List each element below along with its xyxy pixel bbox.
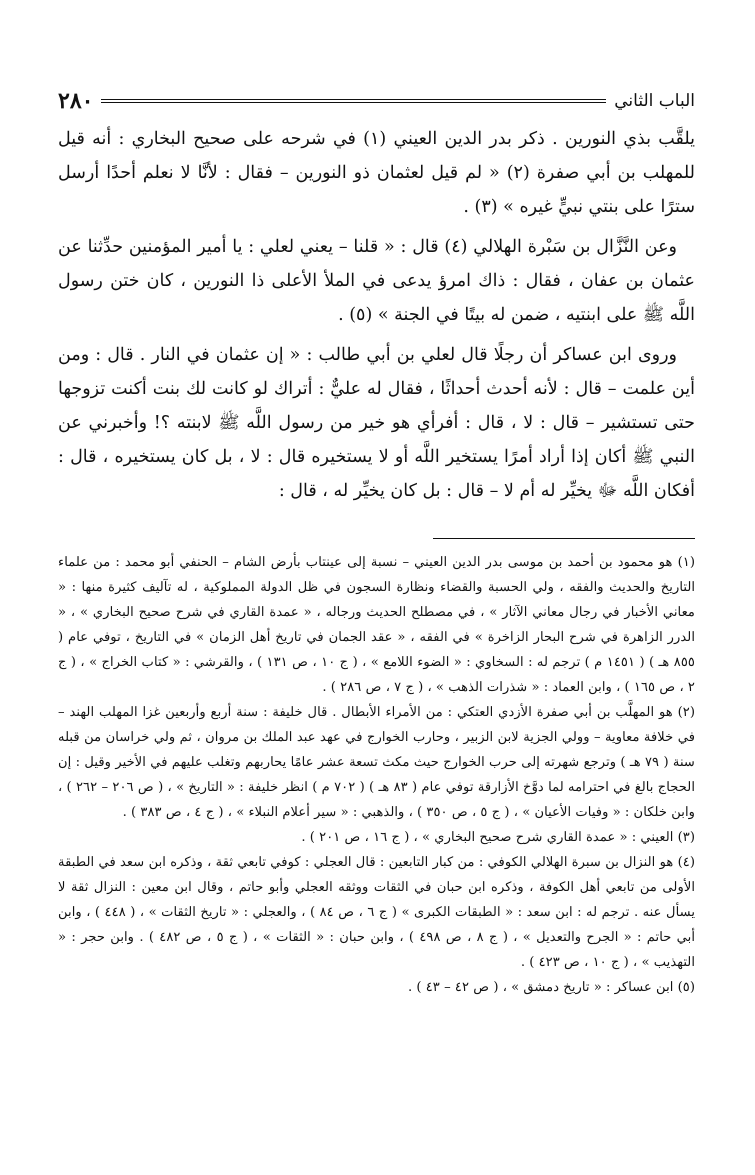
chapter-title: الباب الثاني <box>614 91 695 111</box>
header-rule <box>101 99 606 103</box>
footnote: (٤) هو النزال بن سبرة الهلالي الكوفي : من كبار التابعين : قال العجلي : كوفي تابعي ثقة ، وذكره ابن سعد في الطبقة الأولى من تابعي أهل الكوفة ، وذكره ابن حبان في الثقات ووثقه العجلي وأبو حاتم ، وقال ابن معين : النزال ثقة لا يسأل عنه . ترجم له : ابن سعد : « الطبقات الكبرى » ( ج ٦ ، ص ٨٤ ) ، والعجلي : « تاريخ الثقات » ، ( ٤٤٨ ) ، وابن أبي حاتم : « الجرح والتعديل » ، ( ج ٨ ، ص ٤٩٨ ) ، وابن حبان : « الثقات » ، ( ج ٥ ، ص ٤٨٢ ) . وابن حجر : « التهذيب » ، ( ج ١٠ ، ص ٤٢٣ ) . <box>58 855 696 970</box>
paragraph: وروى ابن عساكر أن رجلًا قال لعلي بن أبي طالب : « إن عثمان في النار . قال : ومن أين علمت – قال : لأنه أحدث أحداثًا ، فقال له عليٌّ : أتراك لو كانت لك بنت أكنت تزوجها حتى تستشير – قال : لا ، قال : أفرأي هو خير من رسول اللَّه ﷺ لابنته ؟! وأخبرني عن النبي ﷺ أكان إذا أراد أمرًا يستخير اللَّه أو لا يستخيره قال : لا ، بل كان يستخيره ، قال : أفكان اللَّه ﷻ يخيِّر له أم لا – قال : بل كان يخيِّر له ، قال : <box>58 345 695 501</box>
footnotes <box>58 550 695 1000</box>
paragraph: وعن النَّزَّال بن سَبْرة الهلالي (٤) قال : « قلنا – يعني لعلي : يا أمير المؤمنين حدِّثنا عن عثمان بن عفان ، فقال : ذاك امرؤ يدعى في الملأ الأعلى ذا النورين ، كان ختن رسول اللَّه ﷺ على ابنتيه ، ضمن له بيتًا في الجنة » (٥) . <box>58 237 695 325</box>
footnote: (٣) العيني : « عمدة القاري شرح صحيح البخاري » ، ( ج ١٦ ، ص ٢٠١ ) . <box>301 830 695 845</box>
paragraph: يلقَّب بذي النورين . ذكر بدر الدين العيني (١) في شرحه على صحيح البخاري : أنه قيل للمهلب بن أبي صفرة (٢) « لم قيل لعثمان ذو النورين – فقال : لأنَّا لا نعلم أحدًا أرسل سترًا على بنتي نبيٍّ غيره » (٣) . <box>58 129 695 217</box>
footnote-separator <box>433 538 695 539</box>
footnote: (٥) ابن عساكر : « تاريخ دمشق » ، ( ص ٤٢ – ٤٣ ) . <box>407 980 695 995</box>
footnote: (١) هو محمود بن أحمد بن موسى بدر الدين العيني – نسبة إلى عينتاب بأرض الشام – الحنفي أبو محمد : من علماء التاريخ والحديث والفقه ، ولي الحسبة والقضاء ونظارة السجون في ظل الدولة المملوكية ، له تآليف كثيرة منها : « معاني الأخبار في رجال معاني الآثار » ، في مصطلح الحديث ورجاله ، « عمدة القاري في شرح صحيح البخاري » ، « الدرر الزاهرة في شرح البحار الزاخرة » في الفقه ، « عقد الجمان في تاريخ أهل الزمان » في التاريخ ، توفي عام ( ٨٥٥ هـ ) ( ١٤٥١ م ) ترجم له : السخاوي : « الضوء اللامع » ، ( ج ١٠ ، ص ١٣١ ) ، والقرشي : « كتاب الخراج » ، ( ج ٢ ، ص ١٦٥ ) ، وابن العماد : « شذرات الذهب » ، ( ج ٧ ، ص ٢٨٦ ) . <box>58 555 695 695</box>
main-text <box>58 122 695 514</box>
page-number: ٢٨٠ <box>58 88 94 114</box>
footnote: (٢) هو المهلَّب بن أبي صفرة الأزدي العتكي : من الأمراء الأبطال . قال خليفة : سنة أربع وأربعين غزا المهلب الهند – في خلافة معاوية – وولي الجزية لابن الزبير ، وحارب الخوارج في عهد عبد الملك بن مروان ، ثم ولي خراسان من قبله سنة ( ٧٩ هـ ) وترجع شهرته إلى حرب الخوارج حيث مكث تسعة عشر عامًا يحاربهم وتغلب عليهم في الأخير وقيل : إن الحجاج بالغ في احترامه لما دوَّخ الأزارقة توفي عام ( ٨٣ هـ ) ( ٧٠٢ م ) انظر خليفة : « التاريخ » ، ( ص ٢٠٦ – ٢٦٢ ) ، وابن خلكان : « وفيات الأعيان » ، ( ج ٥ ، ص ٣٥٠ ) ، والذهبي : « سير أعلام النبلاء » ، ( ج ٤ ، ص ٣٨٣ ) . <box>58 705 695 820</box>
running-header <box>58 88 695 114</box>
